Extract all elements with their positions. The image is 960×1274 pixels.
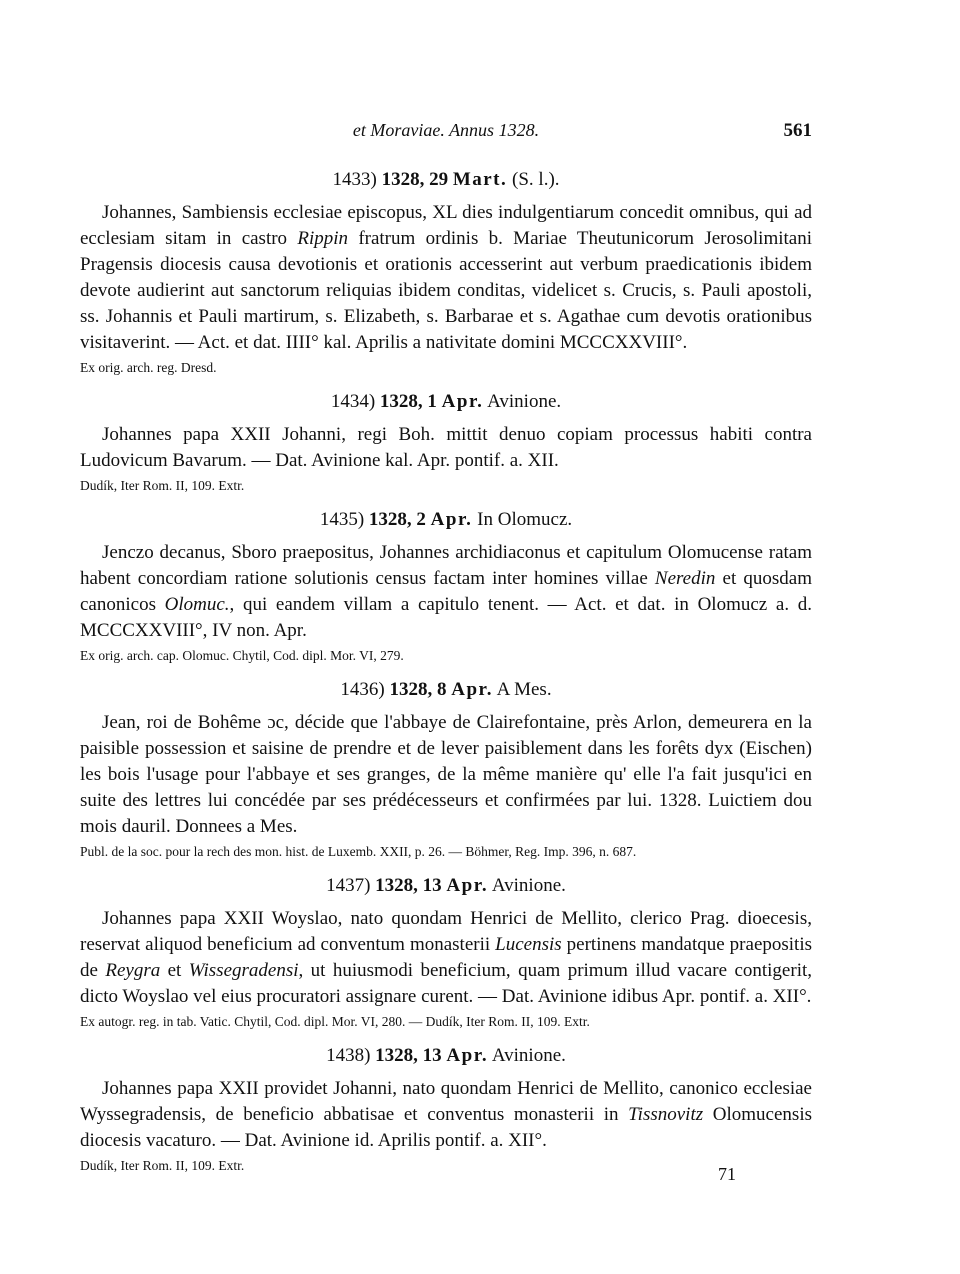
entry-1437 <box>80 874 812 1032</box>
entry-header <box>80 874 812 898</box>
entry-source: Ex orig. arch. reg. Dresd. <box>80 360 217 375</box>
entry-header <box>80 390 812 414</box>
entry-source: Publ. de la soc. pour la rech des mon. hist. de Luxemb. XXII, p. 26. — Böhmer, Reg. Imp. 396, n. 687. <box>80 844 637 859</box>
entry-date: 1328, 29 <box>381 169 449 190</box>
entry-month: Apr. <box>446 875 489 896</box>
entry-place: Avinione. <box>491 875 566 896</box>
entry-month: Mart. <box>452 169 508 190</box>
entry-source: Dudík, Iter Rom. II, 109. Extr. <box>80 1158 245 1173</box>
entry-text: Johannes papa XXII providet Johanni, nato quondam Henrici de Mellito, canonico ecclesiae Wyssegradensis, de beneficio abbatisae et conventus monasterii in Tissnovitz Olomucensis diocesis vacaturo. — Dat. Avinione id. Aprilis pontif. a. XII°. <box>80 1078 812 1151</box>
entry-date: 1328, 1 <box>379 391 437 412</box>
page-number: 561 <box>783 120 812 141</box>
entry-source: Ex autogr. reg. in tab. Vatic. Chytil, Cod. dipl. Mor. VI, 280. — Dudík, Iter Rom. II, 109. Extr. <box>80 1014 590 1029</box>
entry-month: Apr. <box>446 1045 489 1066</box>
entry-place: A Mes. <box>496 679 552 700</box>
printer-signature: 71 <box>718 1164 736 1184</box>
entry-number: 1437) <box>326 875 371 896</box>
entry-1433 <box>80 168 812 378</box>
entry-number: 1434) <box>330 391 376 412</box>
entry-number: 1433) <box>332 169 377 190</box>
entry-header <box>80 168 812 192</box>
entry-place: (S. l.). <box>512 169 560 190</box>
entry-number: 1438) <box>326 1045 371 1066</box>
entry-month: Apr. <box>451 679 493 700</box>
entry-1434 <box>80 390 812 496</box>
entry-month: Apr. <box>441 391 484 412</box>
entry-date: 1328, 2 <box>368 509 426 530</box>
page-header <box>80 120 812 150</box>
running-title: et Moraviae. Annus 1328. <box>352 120 540 140</box>
entry-number: 1435) <box>319 509 365 530</box>
entry-1435 <box>80 508 812 666</box>
entry-month: Apr. <box>430 509 473 530</box>
entry-number: 1436) <box>340 679 385 700</box>
entry-place: Avinione. <box>491 1045 566 1066</box>
entry-header <box>80 678 812 702</box>
entry-header <box>80 508 812 532</box>
document-body <box>80 168 812 1188</box>
entry-place: Avinione. <box>487 391 562 412</box>
entry-place: In Olomucz. <box>477 509 573 530</box>
entry-date: 1328, 8 <box>389 679 447 700</box>
entry-text: Johannes papa XXII Woyslao, nato quondam Henrici de Mellito, clerico Prag. dioecesis, reservat aliquod beneficium ad conventum monasterii Lucensis pertinens mandatque praepositis de Reygra et Wissegradensi, ut huiusmodi beneficium, quam primum illud vacare contigerit, dicto Woyslao vel eius procuratori assignare curent. — Dat. Avinione idibus Apr. pontif. a. XII°. <box>80 908 813 1007</box>
entry-text: Johannes papa XXII Johanni, regi Boh. mittit denuo copiam processus habiti contra Ludovicum Bavarum. — Dat. Avinione kal. Apr. pontif. a. XII. <box>80 424 812 471</box>
entry-text: Jenczo decanus, Sboro praepositus, Johannes archidiaconus et capitulum Olomucense ratam habent concordiam ratione solutionis census factam inter homines villae Neredin et quosdam canonicos Olomuc., qui eandem villam a capitulo tenent. — Act. et dat. in Olomucz a. d. MCCCXXVIII°, IV non. Apr. <box>80 542 812 641</box>
entry-text: Jean, roi de Bohême ɔc, décide que l'abbaye de Clairefontaine, près Arlon, demeurera en la paisible possession et saisine de prendre et de lever paisiblement dans les forêts dyx (Eischen) les bois l'usage pour l'abbaye et ses granges, de la même manière qu' elle l'a fait jusqu'ici en suite des lettres lui concédée par ses prédécesseurs et confirmées par lui. 1328. Luictiem dou mois dauril. Donnees a Mes. <box>80 712 812 837</box>
entry-source: Dudík, Iter Rom. II, 109. Extr. <box>80 478 245 493</box>
entry-date: 1328, 13 <box>375 875 442 896</box>
entry-1438 <box>80 1044 812 1176</box>
entry-text: Johannes, Sambiensis ecclesiae episcopus, XL dies indulgentiarum concedit omnibus, qui ad ecclesiam sitam in castro Rippin fratrum ordinis b. Mariae Theutunicorum Jerosolimitani Pragensis diocesis causa devotionis et orationis accesserint aut verbum praedicationis ibidem devote audierint aut sanctorum reliquias ibidem conditas, videlicet s. Crucis, s. Pauli apostoli, ss. Johannis et Pauli martirum, s. Elizabeth, s. Barbarae et s. Agathae cum devotis orationibus visitaverint. — Act. et dat. IIII° kal. Aprilis a nativitate domini MCCCXXVIII°. <box>80 202 812 353</box>
entry-header <box>80 1044 812 1068</box>
entry-1436 <box>80 678 812 862</box>
entry-source: Ex orig. arch. cap. Olomuc. Chytil, Cod. dipl. Mor. VI, 279. <box>80 648 404 663</box>
entry-date: 1328, 13 <box>375 1045 442 1066</box>
